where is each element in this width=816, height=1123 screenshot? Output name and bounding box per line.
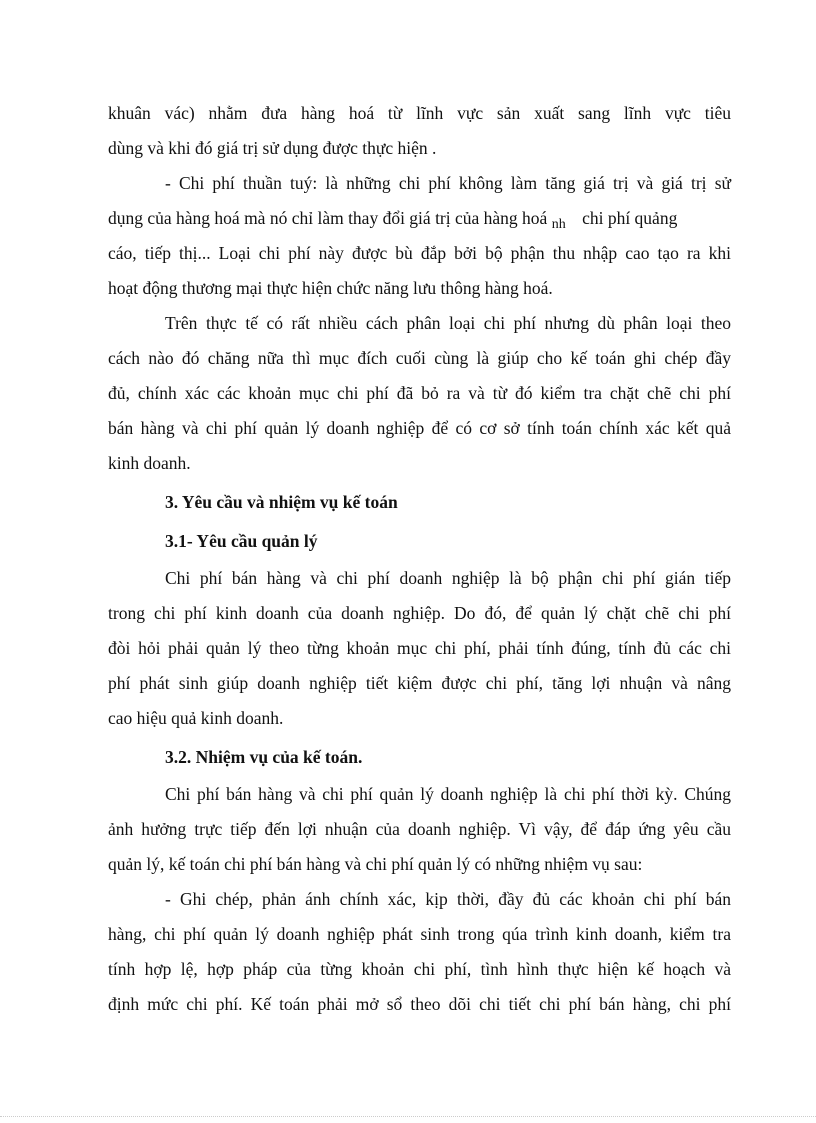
text-line: định mức chi phí. Kế toán phải mở sổ theo dõi chi tiết chi phí bán hàng, chi phí — [108, 994, 731, 1014]
text-line: dùng và khi đó giá trị sử dụng được thực hiện . — [108, 138, 437, 158]
text-line: Chi phí bán hàng và chi phí doanh nghiệp là bộ phận chi phí gián tiếp — [165, 568, 731, 588]
text-line-with-subscript — [108, 201, 731, 236]
subscript-fragment: nh — [551, 217, 566, 232]
text-line: Chi phí bán hàng và chi phí quản lý doanh nghiệp là chi phí thời kỳ. Chúng — [165, 784, 731, 804]
text-line: hàng, chi phí quản lý doanh nghiệp phát sinh trong qúa trình kinh doanh, kiểm tra — [108, 924, 731, 944]
text-line: cao hiệu quả kinh doanh. — [108, 708, 284, 728]
page-bottom-divider — [0, 1116, 816, 1117]
text-line: kinh doanh. — [108, 453, 191, 473]
text-line: - Chi phí thuần tuý: là những chi phí không làm tăng giá trị và giá trị sử — [165, 173, 731, 193]
text-line: bán hàng và chi phí quản lý doanh nghiệp để có cơ sở tính toán chính xác kết quả — [108, 418, 731, 438]
text-line: đủ, chính xác các khoản mục chi phí đã bỏ ra và từ đó kiểm tra chặt chẽ chi phí — [108, 383, 731, 403]
text-segment: dụng của hàng hoá mà nó chỉ làm thay đổi giá trị của hàng hoá — [108, 208, 548, 228]
text-line: Trên thực tế có rất nhiều cách phân loại chi phí nhưng dù phân loại theo — [165, 313, 731, 333]
paragraph-continuation — [108, 96, 731, 166]
text-line: cách nào đó chăng nữa thì mục đích cuối cùng là giúp cho kế toán ghi chép đầy — [108, 348, 731, 368]
text-line: đòi hỏi phải quản lý theo từng khoản mục chi phí, phải tính đúng, tính đủ các chi — [108, 638, 731, 658]
paragraph-recording-duty — [108, 882, 731, 1022]
text-line: khuân vác) nhằm đưa hàng hoá từ lĩnh vực sản xuất sang lĩnh vực tiêu — [108, 103, 731, 123]
text-line: - Ghi chép, phản ánh chính xác, kịp thời, đầy đủ các khoản chi phí bán — [165, 889, 731, 909]
text-line: tính hợp lệ, hợp pháp của từng khoản chi phí, tình hình thực hiện kế hoạch và — [108, 959, 731, 979]
section-heading: 3. Yêu cầu và nhiệm vụ kế toán — [165, 492, 398, 512]
subsection-heading: 3.1- Yêu cầu quản lý — [165, 531, 318, 551]
text-line: quản lý, kế toán chi phí bán hàng và chi phí quản lý có những nhiệm vụ sau: — [108, 854, 643, 874]
paragraph-management-requirements — [108, 561, 731, 736]
paragraph-accounting-tasks — [108, 777, 731, 882]
text-segment: chi phí quảng — [582, 208, 678, 228]
subsection-heading: 3.2. Nhiệm vụ của kế toán. — [165, 747, 363, 767]
text-line: trong chi phí kinh doanh của doanh nghiệp. Do đó, để quản lý chặt chẽ chi phí — [108, 603, 731, 623]
document-page — [108, 96, 731, 1022]
paragraph-classification — [108, 306, 731, 481]
text-line: cáo, tiếp thị... Loại chi phí này được bù đắp bởi bộ phận thu nhập cao tạo ra khi — [108, 243, 731, 263]
text-line: ảnh hưởng trực tiếp đến lợi nhuận của doanh nghiệp. Vì vậy, để đáp ứng yêu cầu — [108, 819, 731, 839]
text-line: phí phát sinh giúp doanh nghiệp tiết kiệm được chi phí, tăng lợi nhuận và nâng — [108, 673, 731, 693]
paragraph-pure-costs — [108, 166, 731, 306]
text-line: hoạt động thương mại thực hiện chức năng lưu thông hàng hoá. — [108, 278, 553, 298]
